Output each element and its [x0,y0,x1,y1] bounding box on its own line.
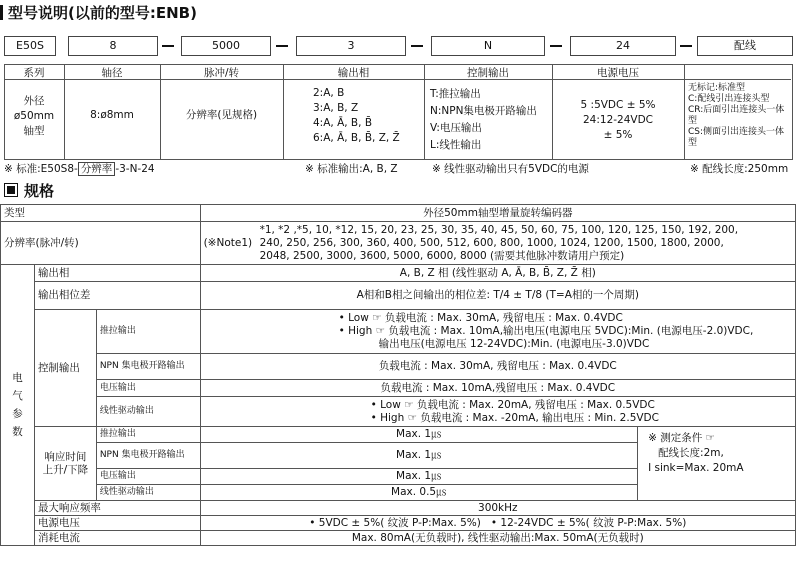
power-value: • 5VDC ± 5%( 纹波 P-P:Max. 5%) • 12-24VDC ± 5%( 纹波 P-P:Max. 5%) [200,516,795,531]
note-standard: ※ 标准:E50S8- 分辨率 -3-N-24 [4,163,155,175]
measure-line: ※ 测定条件 ☞ [648,432,715,444]
code-pulse: 5000 [181,36,271,56]
pushpull-line: • Low ☞ 负载电流 : Max. 30mA, 残留电压 : Max. 0.4VDC [338,312,623,324]
power-item: 5 :5VDC ± 5% [580,99,656,111]
freq-value: 300kHz [200,501,795,516]
code-output-phase: 3 [296,36,406,56]
output-phase-item: 3:A, B, Z [313,102,359,114]
response-row-value: Max. 1㎲ [200,443,637,469]
phase-value: A, B, Z 相 (线性驱动 A, Ā, B, B̄, Z, Z̄ 相) [200,265,795,282]
header-series: 系列 [23,67,45,79]
phase-diff-label: 输出相位差 [34,282,200,310]
type-value: 外径50mm轴型增量旋转编码器 [200,205,795,222]
response-row-label: 推拉输出 [96,427,200,443]
voltage-output-label: 电压输出 [96,380,200,397]
header-shaft: 轴径 [101,67,123,79]
header-power: 电源电压 [597,67,639,79]
code-dash [276,45,288,47]
pushpull-label: 推拉输出 [96,310,200,354]
code-dash [550,45,562,47]
type-label: 类型 [1,205,201,222]
spec-title: 规格 [4,180,54,201]
header-output-phase: 输出相 [337,67,370,79]
note-cable: ※ 配线长度:250mm [690,163,789,175]
code-dash [162,45,174,47]
measure-line: 配线长度:2m, [658,447,724,459]
pushpull-value [200,310,795,354]
note-standard-output: ※ 标准输出:A, B, Z [305,163,398,175]
voltage-output-value: 负载电流 : Max. 10mA,残留电压 : Max. 0.4VDC [200,380,795,397]
resolution-label: 分辨率(脉冲/转) [1,222,201,265]
shaft-value: 8:ø8mm [90,109,134,121]
measure-condition [638,427,796,501]
response-row-label: 电压输出 [96,469,200,485]
header-pulse: 脉冲/转 [203,67,240,79]
pushpull-line: • High ☞ 负载电流 : Max. 10mA,输出电压(电源电压 5VDC):Min. (电源电压-2.0)VDC, [338,325,754,337]
response-label: 响应时间 上升/下降 [34,427,96,501]
phase-diff-value: A相和B相之间输出的相位差: T/4 ± T/8 (T=A相的一个周期) [200,282,795,310]
phase-label: 输出相 [34,265,200,282]
linear-line: • High ☞ 负载电流 : Max. -20mA, 输出电压 : Min. 2.5VDC [370,411,659,424]
code-control-output: N [431,36,545,56]
model-title: 型号说明(以前的型号:ENB) [0,2,197,23]
wiring-item: CR:后面引出连接头一体型 [688,105,785,126]
linear-value [200,397,795,427]
pushpull-line: 输出电压(电源电压 12-24VDC):Min. (电源电压-3.0)VDC [378,338,650,350]
freq-label: 最大响应频率 [34,501,200,516]
control-output-label: 控制输出 [34,310,96,427]
resolution-value [200,222,795,265]
current-value: Max. 80mA(无负载时), 线性驱动输出:Max. 50mA(无负载时) [200,531,795,546]
code-series: E50S [4,36,56,56]
wiring-list [688,83,790,149]
control-output-item: V:电压输出 [430,122,482,134]
current-label: 消耗电流 [34,531,200,546]
linear-label: 线性驱动输出 [96,397,200,427]
pulse-value: 分辨率(见规格) [185,109,258,121]
output-phase-list [313,86,423,146]
output-phase-item: 6:A, Ā, B, B̄, Z, Z̄ [313,132,400,144]
series-value: 外径 ø50mm 轴型 [13,95,55,137]
code-power: 24 [570,36,676,56]
control-output-item: T:推拉输出 [430,88,481,100]
resolution-note: (※Note1) [203,236,253,249]
power-item: ± 5% [603,129,633,141]
output-phase-item: 4:A, Ā, B, B̄ [313,117,373,129]
wiring-item: CS:侧面引出连接头一体型 [688,127,785,148]
response-row-label: NPN 集电极开路输出 [96,443,200,469]
power-item: 24:12-24VDC [582,114,653,126]
code-wiring: 配线 [697,36,793,56]
control-output-list [430,86,552,154]
header-control-output: 控制输出 [467,67,509,79]
code-shaft: 8 [68,36,158,56]
output-phase-item: 2:A, B [313,87,345,99]
resolution-line: *1, *2 ,*5, 10, *12, 15, 20, 23, 25, 30, 35, 40, 45, 50, 60, 75, 100, 120, 125, 150, 192, 200, [259,223,739,236]
npn-value: 负载电流 : Max. 30mA, 残留电压 : Max. 0.4VDC [200,354,795,380]
control-output-item: N:NPN集电极开路输出 [430,105,537,117]
npn-label: NPN 集电极开路输出 [96,354,200,380]
measure-line: I sink=Max. 20mA [648,462,744,474]
response-row-value: Max. 0.5㎲ [200,485,637,501]
electrical-label: 电 气 参 数 [1,265,35,546]
power-label: 电源电压 [34,516,200,531]
spec-table [0,204,796,546]
resolution-line: 2048, 2500, 3000, 3600, 5000, 6000, 8000 (需要其他脉冲数请用户预定) [259,249,625,262]
note-linear: ※ 线性驱动输出只有5VDC的电源 [432,163,589,175]
control-output-item: L:线性输出 [430,139,482,151]
power-list [552,98,684,143]
wiring-item: C:配线引出连接头型 [688,94,770,104]
code-dash [411,45,423,47]
wiring-item: 无标记:标准型 [688,83,746,93]
code-dash [680,45,692,47]
response-row-label: 线性驱动输出 [96,485,200,501]
linear-line: • Low ☞ 负载电流 : Max. 20mA, 残留电压 : Max. 0.5VDC [370,398,655,411]
response-row-value: Max. 1㎲ [200,427,637,443]
response-row-value: Max. 1㎲ [200,469,637,485]
resolution-line: 240, 250, 256, 300, 360, 400, 500, 512, 600, 800, 1000, 1024, 1200, 1500, 1800, 2000, [259,236,724,249]
